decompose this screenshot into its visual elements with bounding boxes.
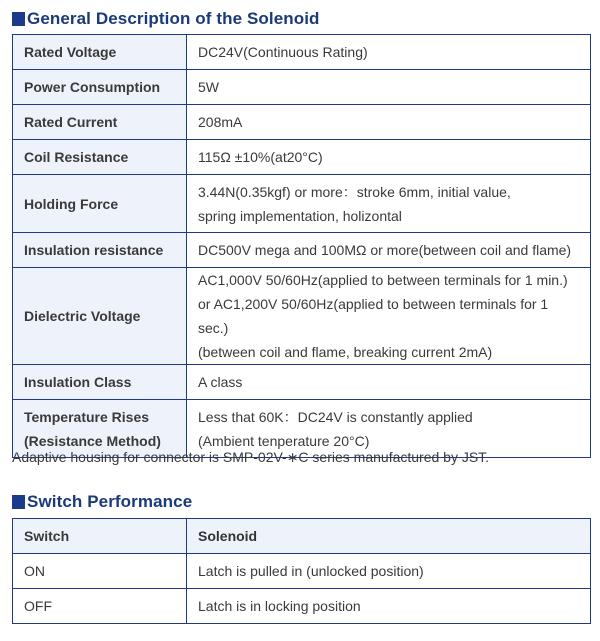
general-description-table bbox=[12, 34, 591, 458]
table-row bbox=[13, 175, 591, 233]
spec-label: Insulation Class bbox=[13, 365, 187, 400]
spec-value-line: (between coil and flame, breaking current 2mA) bbox=[198, 344, 493, 360]
switch-state: ON bbox=[13, 554, 187, 589]
spec-label: Dielectric Voltage bbox=[13, 268, 187, 365]
square-bullet-icon bbox=[12, 12, 25, 26]
column-header-solenoid: Solenoid bbox=[187, 519, 591, 554]
spec-value-line: DC24V(Continuous Rating) bbox=[198, 44, 368, 60]
spec-value bbox=[187, 140, 591, 175]
square-bullet-icon bbox=[12, 495, 25, 509]
spec-value bbox=[187, 105, 591, 140]
switch-performance-title: Switch Performance bbox=[27, 492, 193, 511]
spec-value-line: 3.44N(0.35kgf) or more：stroke 6mm, initial value, bbox=[198, 183, 511, 200]
table-header-row bbox=[13, 519, 591, 554]
table-row bbox=[13, 35, 591, 70]
spec-value bbox=[187, 175, 591, 233]
spec-value bbox=[187, 365, 591, 400]
spec-value-line: A class bbox=[198, 374, 243, 390]
spec-label: Insulation resistance bbox=[13, 233, 187, 268]
switch-performance-heading bbox=[12, 492, 192, 512]
table-row bbox=[13, 554, 591, 589]
spec-value bbox=[187, 233, 591, 268]
spec-label: Coil Resistance bbox=[13, 140, 187, 175]
table-row bbox=[13, 365, 591, 400]
spec-value-line: 5W bbox=[198, 79, 219, 95]
switch-performance-table bbox=[12, 518, 591, 624]
spec-value-line: 115Ω ±10%(at20°C) bbox=[198, 149, 323, 165]
spec-label-line: (Resistance Method) bbox=[24, 432, 161, 449]
spec-value-line: (Ambient tenperature 20°C) bbox=[198, 432, 370, 449]
spec-value-line: or AC1,200V 50/60Hz(applied to between terminals for 1 sec.) bbox=[198, 296, 549, 336]
spec-value bbox=[187, 268, 591, 365]
spec-label: Rated Voltage bbox=[13, 35, 187, 70]
spec-value bbox=[187, 70, 591, 105]
spec-value-line: spring implementation, holizontal bbox=[198, 207, 402, 224]
table-row bbox=[13, 70, 591, 105]
table-row bbox=[13, 105, 591, 140]
general-description-heading bbox=[12, 9, 320, 29]
spec-label-line: Temperature Rises bbox=[24, 408, 150, 425]
table-row bbox=[13, 589, 591, 624]
connector-note: Adaptive housing for connector is SMP-02V-∗C series manufactured by JST. bbox=[12, 449, 490, 465]
solenoid-state: Latch is in locking position bbox=[187, 589, 591, 624]
spec-label: Holding Force bbox=[13, 175, 187, 233]
table-row bbox=[13, 233, 591, 268]
spec-value-line: Less that 60K：DC24V is constantly applied bbox=[198, 408, 473, 425]
column-header-switch: Switch bbox=[13, 519, 187, 554]
spec-value bbox=[187, 35, 591, 70]
spec-value-line: AC1,000V 50/60Hz(applied to between terminals for 1 min.) bbox=[198, 272, 568, 288]
table-row bbox=[13, 268, 591, 365]
solenoid-state: Latch is pulled in (unlocked position) bbox=[187, 554, 591, 589]
spec-label: Rated Current bbox=[13, 105, 187, 140]
spec-value-line: 208mA bbox=[198, 114, 243, 130]
switch-state: OFF bbox=[13, 589, 187, 624]
general-description-title: General Description of the Solenoid bbox=[27, 9, 320, 28]
spec-label: Power Consumption bbox=[13, 70, 187, 105]
table-row bbox=[13, 140, 591, 175]
spec-value-line: DC500V mega and 100MΩ or more(between coil and flame) bbox=[198, 242, 572, 258]
